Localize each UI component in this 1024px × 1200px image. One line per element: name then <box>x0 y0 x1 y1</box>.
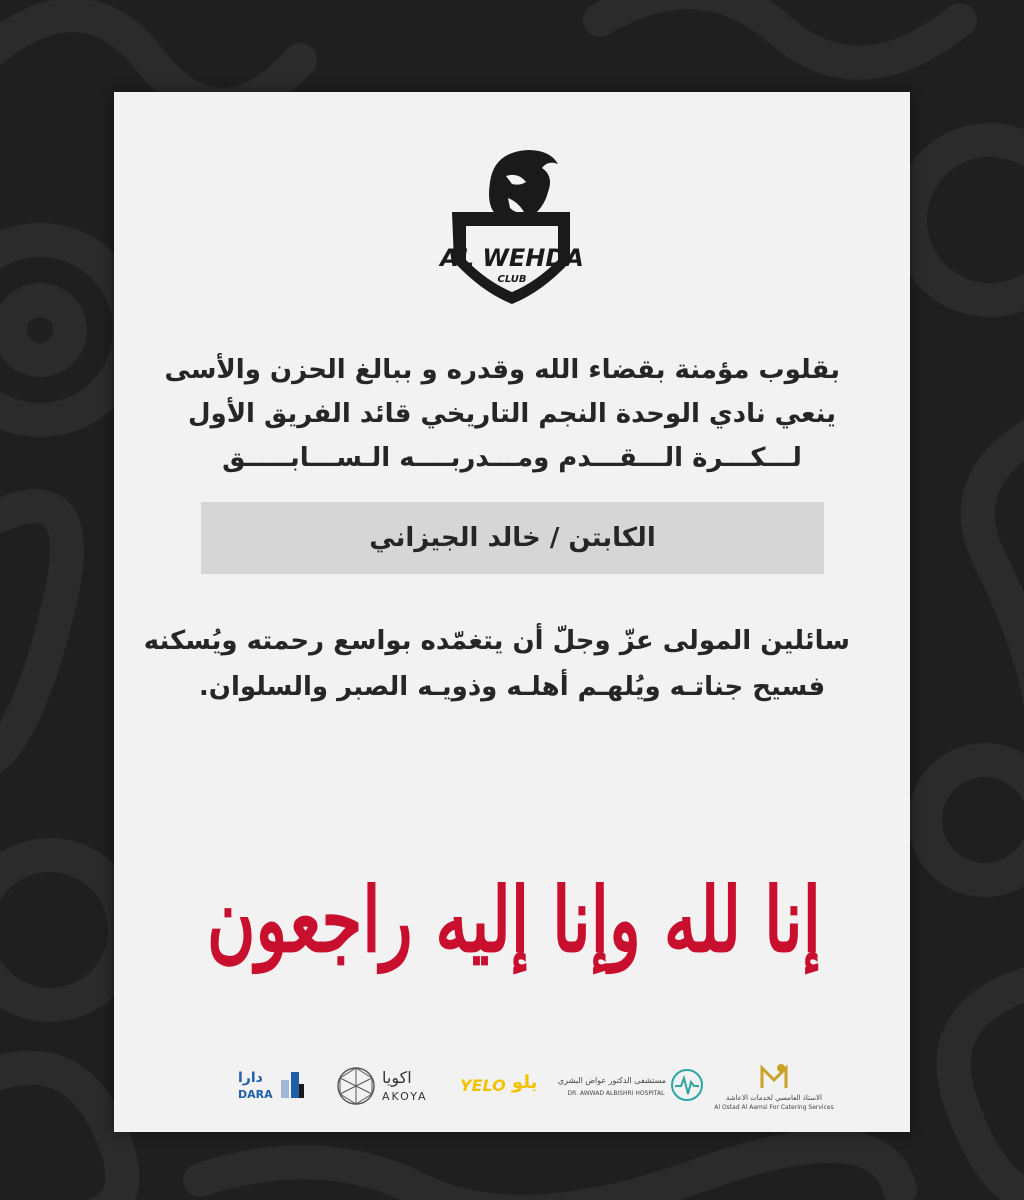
dara-name-en: DARA <box>238 1088 273 1101</box>
club-logo <box>432 142 592 312</box>
club-logo-name: AL WEHDA <box>440 244 584 272</box>
sponsor-catering <box>714 1062 834 1118</box>
yelo-name-ar: يلو <box>512 1072 538 1093</box>
yelo-name-en: YELO <box>460 1076 506 1095</box>
club-logo-sub: CLUB <box>497 274 527 285</box>
deceased-name: الكابتن / خالد الجيزاني <box>369 523 656 553</box>
prayer-line: سائلين المولى عزّ وجلّ أن يتغمّده بواسع رحمته ويُسكنه <box>143 626 850 656</box>
announcement-line: بقلوب مؤمنة بقضاء الله وقدره و ببالغ الحزن والأسى <box>164 355 840 385</box>
condolence-card <box>114 92 910 1132</box>
akoya-name-ar: اكويا <box>382 1068 412 1087</box>
catering-logo-icon <box>759 1062 789 1090</box>
hospital-logo-icon <box>670 1068 704 1102</box>
sponsor-dara <box>238 1062 318 1118</box>
calligraphy-verse <box>207 830 821 1010</box>
akoya-name-en: AKOYA <box>382 1090 428 1103</box>
hospital-name-en: DR. AWWAD ALBISHRI HOSPITAL <box>567 1090 665 1097</box>
catering-name-en: Al Ostad Al Aamsi For Catering Services <box>714 1104 834 1111</box>
announcement-text <box>164 348 840 480</box>
sponsor-hospital <box>557 1062 706 1118</box>
deceased-name-banner <box>201 502 824 574</box>
prayer-line: فسيح جناتـه ويُلهـم أهلـه وذويـه الصبر والسلوان. <box>198 672 826 702</box>
sponsor-yelo <box>460 1062 560 1118</box>
dara-logo-icon <box>278 1070 306 1100</box>
announcement-line: ينعي نادي الوحدة النجم التاريخي قائد الفريق الأول <box>187 399 837 429</box>
dara-name-ar: دارا <box>238 1070 263 1086</box>
catering-name-ar: الاستاذ العامسي لخدمات الاعاشة <box>726 1094 822 1102</box>
calligraphy-text: إنا لله وإنا إليه راجعون <box>207 867 821 973</box>
announcement-line: لـــكـــرة الـــقـــدم ومـــدربــــه الـســـابـــــق <box>222 443 802 473</box>
hospital-name-ar: مستشفى الدكتور عواض البشري <box>557 1076 666 1085</box>
akoya-logo-icon <box>336 1066 376 1106</box>
prayer-text <box>143 618 850 710</box>
sponsor-akoya <box>336 1062 446 1118</box>
